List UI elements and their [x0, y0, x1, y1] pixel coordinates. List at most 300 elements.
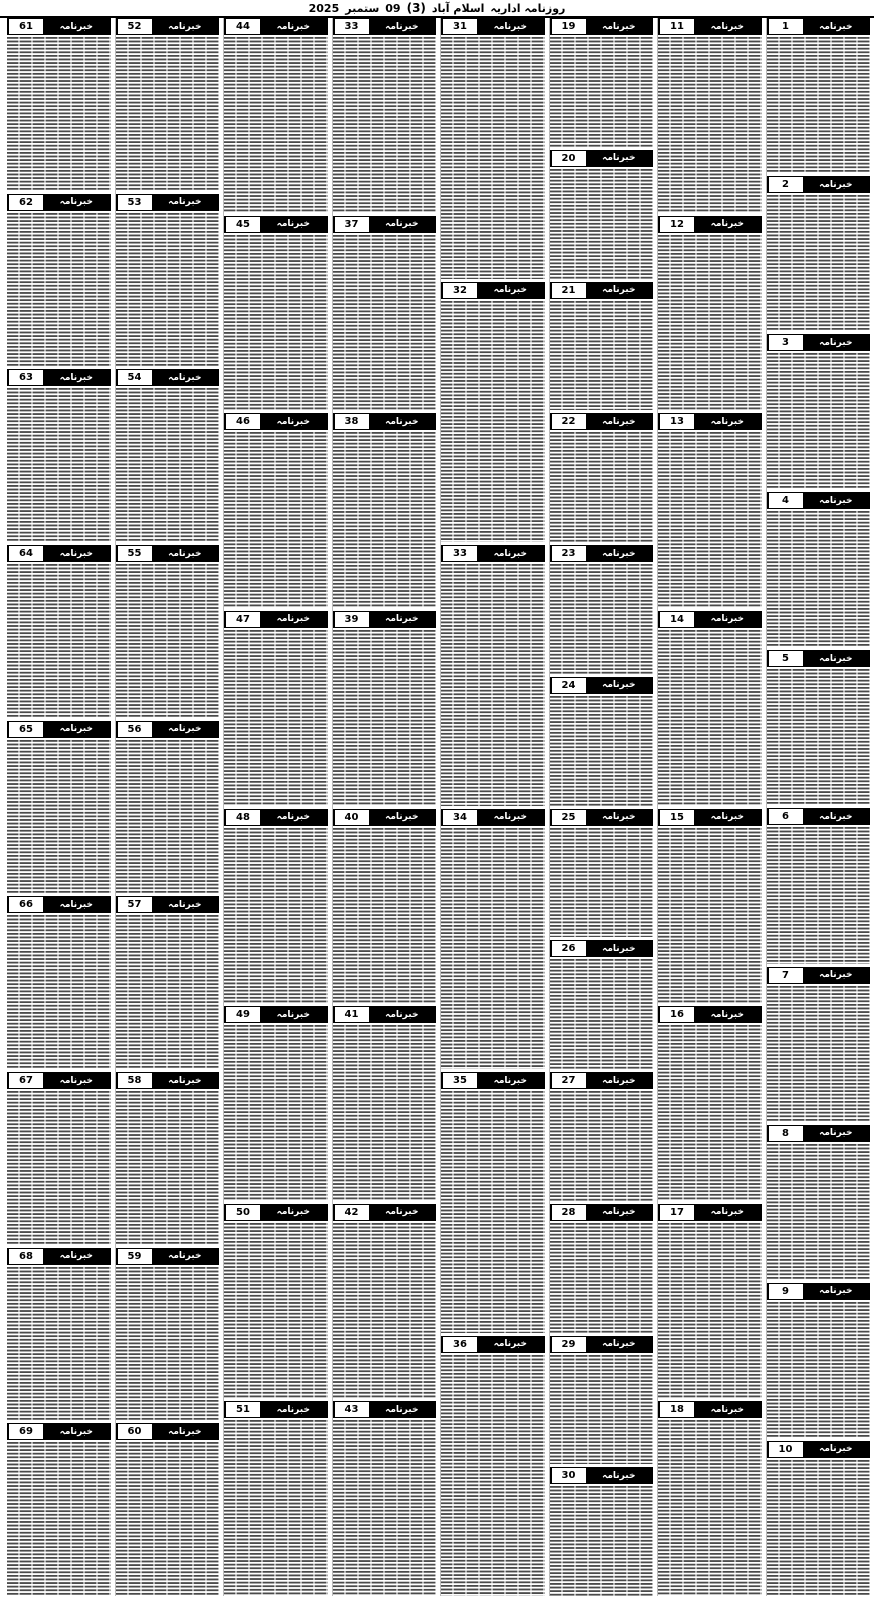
brief-header [441, 282, 545, 299]
brief-header [224, 611, 328, 628]
brief-number: 37 [334, 217, 369, 232]
brief-header [116, 545, 220, 562]
news-brief [7, 896, 111, 1069]
brief-body-text [7, 37, 111, 191]
news-brief [116, 1248, 220, 1421]
brief-body-text [767, 827, 871, 963]
brief-number: 1 [768, 19, 803, 34]
news-column [440, 18, 545, 1596]
news-brief [224, 216, 328, 411]
brief-body-text [116, 388, 220, 542]
news-brief [7, 1423, 111, 1596]
brief-header [224, 216, 328, 233]
news-brief [441, 545, 545, 806]
brief-label: خبرنامہ [803, 968, 870, 983]
brief-label: خبرنامہ [260, 1402, 327, 1417]
brief-number: 33 [334, 19, 369, 34]
brief-label: خبرنامہ [260, 1007, 327, 1022]
city-name: اسلام آباد [431, 1, 485, 15]
brief-number: 40 [334, 810, 369, 825]
news-brief [767, 1125, 871, 1280]
brief-number: 39 [334, 612, 369, 627]
brief-label: خبرنامہ [152, 19, 219, 34]
brief-header [550, 1336, 654, 1353]
news-brief [441, 1072, 545, 1333]
news-brief [116, 896, 220, 1069]
brief-label: خبرنامہ [260, 612, 327, 627]
brief-number: 50 [225, 1205, 260, 1220]
brief-number: 55 [117, 546, 152, 561]
brief-body-text [7, 1267, 111, 1421]
brief-body-text [767, 195, 871, 331]
brief-number: 11 [659, 19, 694, 34]
news-brief [116, 721, 220, 894]
brief-body-text [7, 915, 111, 1069]
brief-header [767, 492, 871, 509]
brief-body-text [116, 37, 220, 191]
brief-number: 47 [225, 612, 260, 627]
brief-label: خبرنامہ [43, 1073, 110, 1088]
brief-label: خبرنامہ [803, 1126, 870, 1141]
brief-header [441, 18, 545, 35]
brief-label: خبرنامہ [43, 19, 110, 34]
brief-body-text [658, 1025, 762, 1201]
brief-number: 45 [225, 217, 260, 232]
brief-header [767, 176, 871, 193]
brief-header [224, 413, 328, 430]
brief-body-text [224, 1025, 328, 1201]
brief-label: خبرنامہ [803, 1442, 870, 1457]
news-brief [116, 1423, 220, 1596]
news-brief [658, 1204, 762, 1399]
brief-number: 38 [334, 414, 369, 429]
brief-number: 21 [551, 283, 586, 298]
brief-number: 29 [551, 1337, 586, 1352]
brief-body-text [550, 37, 654, 147]
brief-label: خبرنامہ [260, 217, 327, 232]
brief-number: 35 [442, 1073, 477, 1088]
brief-header [7, 1423, 111, 1440]
brief-header [550, 677, 654, 694]
brief-header [658, 1006, 762, 1023]
brief-body-text [441, 564, 545, 806]
brief-label: خبرنامہ [586, 1468, 653, 1483]
brief-body-text [333, 1025, 437, 1201]
brief-body-text [767, 986, 871, 1122]
brief-header [7, 194, 111, 211]
brief-label: خبرنامہ [43, 897, 110, 912]
brief-header [224, 1006, 328, 1023]
brief-body-text [224, 37, 328, 213]
brief-header [116, 721, 220, 738]
brief-label: خبرنامہ [43, 546, 110, 561]
news-brief [767, 334, 871, 489]
news-column [549, 18, 654, 1596]
news-brief [767, 1283, 871, 1438]
brief-number: 60 [117, 1424, 152, 1439]
brief-body-text [550, 959, 654, 1069]
brief-header [116, 1072, 220, 1089]
brief-body-text [767, 669, 871, 805]
brief-number: 18 [659, 1402, 694, 1417]
brief-label: خبرنامہ [152, 722, 219, 737]
brief-number: 59 [117, 1249, 152, 1264]
brief-header [550, 150, 654, 167]
brief-body-text [767, 511, 871, 647]
brief-label: خبرنامہ [477, 810, 544, 825]
brief-header [550, 545, 654, 562]
brief-body-text [550, 564, 654, 674]
news-brief [767, 808, 871, 963]
brief-body-text [441, 1091, 545, 1333]
brief-number: 15 [659, 810, 694, 825]
brief-body-text [116, 1442, 220, 1596]
date-year: 2025 [308, 1, 340, 15]
news-brief [550, 282, 654, 411]
brief-number: 56 [117, 722, 152, 737]
brief-header [7, 545, 111, 562]
brief-number: 9 [768, 1284, 803, 1299]
brief-label: خبرنامہ [586, 283, 653, 298]
brief-body-text [7, 1091, 111, 1245]
news-column [115, 18, 220, 1596]
brief-number: 24 [551, 678, 586, 693]
news-brief [550, 545, 654, 674]
brief-body-text [333, 432, 437, 608]
brief-number: 7 [768, 968, 803, 983]
news-brief [441, 18, 545, 279]
brief-number: 22 [551, 414, 586, 429]
brief-body-text [7, 1442, 111, 1596]
news-brief [224, 809, 328, 1004]
brief-label: خبرنامہ [586, 1337, 653, 1352]
news-brief [333, 611, 437, 806]
brief-label: خبرنامہ [369, 1402, 436, 1417]
masthead [0, 0, 874, 18]
brief-body-text [441, 301, 545, 543]
brief-label: خبرنامہ [152, 1073, 219, 1088]
brief-header [767, 650, 871, 667]
brief-header [441, 809, 545, 826]
brief-header [658, 1401, 762, 1418]
brief-label: خبرنامہ [477, 283, 544, 298]
brief-label: خبرنامہ [586, 678, 653, 693]
brief-header [767, 18, 871, 35]
brief-body-text [767, 1144, 871, 1280]
date-day: 09 [385, 1, 401, 15]
brief-body-text [767, 37, 871, 173]
brief-label: خبرنامہ [803, 19, 870, 34]
brief-body-text [333, 1420, 437, 1596]
brief-number: 58 [117, 1073, 152, 1088]
brief-number: 6 [768, 809, 803, 824]
brief-number: 32 [442, 283, 477, 298]
brief-label: خبرنامہ [694, 1205, 761, 1220]
brief-number: 12 [659, 217, 694, 232]
brief-body-text [550, 828, 654, 938]
brief-label: خبرنامہ [586, 151, 653, 166]
brief-label: خبرنامہ [152, 1249, 219, 1264]
news-brief [224, 413, 328, 608]
brief-number: 52 [117, 19, 152, 34]
brief-label: خبرنامہ [43, 370, 110, 385]
brief-header [7, 18, 111, 35]
brief-body-text [767, 1460, 871, 1596]
news-brief [224, 1006, 328, 1201]
brief-label: خبرنامہ [369, 414, 436, 429]
brief-header [333, 1401, 437, 1418]
brief-label: خبرنامہ [260, 1205, 327, 1220]
brief-header [550, 809, 654, 826]
brief-label: خبرنامہ [803, 809, 870, 824]
brief-header [7, 1248, 111, 1265]
news-brief [550, 1467, 654, 1596]
brief-number: 43 [334, 1402, 369, 1417]
brief-label: خبرنامہ [694, 19, 761, 34]
news-brief [7, 194, 111, 367]
brief-header [550, 18, 654, 35]
news-brief [333, 216, 437, 411]
brief-body-text [224, 235, 328, 411]
brief-label: خبرنامہ [369, 810, 436, 825]
brief-header [7, 896, 111, 913]
brief-label: خبرنامہ [369, 217, 436, 232]
news-brief [116, 18, 220, 191]
brief-header [116, 194, 220, 211]
brief-header [116, 896, 220, 913]
brief-label: خبرنامہ [803, 1284, 870, 1299]
news-brief [658, 18, 762, 213]
brief-body-text [116, 564, 220, 718]
news-brief [767, 492, 871, 647]
brief-number: 66 [8, 897, 43, 912]
brief-label: خبرنامہ [803, 651, 870, 666]
brief-header [658, 809, 762, 826]
brief-label: خبرنامہ [803, 335, 870, 350]
brief-number: 68 [8, 1249, 43, 1264]
brief-label: خبرنامہ [43, 722, 110, 737]
newspaper-page [4, 18, 870, 1596]
brief-label: خبرنامہ [43, 195, 110, 210]
brief-label: خبرنامہ [152, 546, 219, 561]
brief-body-text [7, 213, 111, 367]
brief-label: خبرنامہ [586, 414, 653, 429]
news-brief [333, 1401, 437, 1596]
news-brief [7, 545, 111, 718]
brief-header [116, 18, 220, 35]
brief-header [550, 413, 654, 430]
brief-header [224, 1204, 328, 1221]
brief-body-text [116, 213, 220, 367]
brief-header [224, 18, 328, 35]
brief-label: خبرنامہ [586, 1205, 653, 1220]
page-number: (3) [406, 1, 426, 15]
brief-number: 31 [442, 19, 477, 34]
brief-label: خبرنامہ [803, 177, 870, 192]
brief-header [550, 1072, 654, 1089]
brief-label: خبرنامہ [369, 612, 436, 627]
brief-header [550, 940, 654, 957]
brief-header [333, 1204, 437, 1221]
news-brief [116, 369, 220, 542]
brief-body-text [333, 828, 437, 1004]
news-brief [116, 1072, 220, 1245]
brief-label: خبرنامہ [694, 810, 761, 825]
brief-header [333, 216, 437, 233]
brief-header [658, 1204, 762, 1221]
news-brief [333, 809, 437, 1004]
brief-number: 36 [442, 1337, 477, 1352]
news-brief [767, 18, 871, 173]
brief-number: 63 [8, 370, 43, 385]
news-brief [441, 809, 545, 1070]
brief-header [550, 282, 654, 299]
brief-body-text [224, 630, 328, 806]
brief-body-text [333, 235, 437, 411]
brief-header [333, 413, 437, 430]
news-brief [333, 18, 437, 213]
brief-number: 16 [659, 1007, 694, 1022]
brief-header [116, 1423, 220, 1440]
brief-body-text [7, 564, 111, 718]
brief-label: خبرنامہ [803, 493, 870, 508]
brief-number: 28 [551, 1205, 586, 1220]
brief-body-text [550, 1091, 654, 1201]
brief-label: خبرنامہ [152, 370, 219, 385]
brief-header [224, 1401, 328, 1418]
news-brief [658, 1006, 762, 1201]
brief-body-text [550, 1223, 654, 1333]
news-brief [658, 611, 762, 806]
brief-label: خبرنامہ [369, 1007, 436, 1022]
brief-number: 69 [8, 1424, 43, 1439]
news-brief [224, 611, 328, 806]
news-brief [550, 1072, 654, 1201]
brief-body-text [550, 1355, 654, 1465]
news-column [657, 18, 762, 1596]
brief-number: 20 [551, 151, 586, 166]
brief-header [333, 1006, 437, 1023]
brief-header [658, 18, 762, 35]
brief-number: 44 [225, 19, 260, 34]
brief-body-text [441, 1355, 545, 1597]
brief-header [767, 967, 871, 984]
news-brief [333, 1204, 437, 1399]
news-brief [550, 940, 654, 1069]
brief-body-text [116, 1267, 220, 1421]
brief-number: 3 [768, 335, 803, 350]
news-brief [7, 369, 111, 542]
brief-header [550, 1467, 654, 1484]
brief-body-text [767, 1302, 871, 1438]
brief-body-text [550, 432, 654, 542]
brief-number: 41 [334, 1007, 369, 1022]
brief-header [7, 369, 111, 386]
news-brief [658, 413, 762, 608]
news-brief [550, 1336, 654, 1465]
news-brief [658, 809, 762, 1004]
brief-label: خبرنامہ [152, 195, 219, 210]
news-brief [550, 150, 654, 279]
brief-header [116, 369, 220, 386]
brief-body-text [224, 1223, 328, 1399]
brief-body-text [116, 915, 220, 1069]
brief-body-text [224, 828, 328, 1004]
brief-label: خبرنامہ [260, 414, 327, 429]
news-brief [7, 721, 111, 894]
brief-label: خبرنامہ [477, 19, 544, 34]
brief-number: 67 [8, 1073, 43, 1088]
brief-number: 25 [551, 810, 586, 825]
brief-header [767, 334, 871, 351]
news-brief [550, 1204, 654, 1333]
brief-number: 27 [551, 1073, 586, 1088]
brief-header [767, 1441, 871, 1458]
brief-number: 14 [659, 612, 694, 627]
brief-body-text [550, 696, 654, 806]
news-brief [767, 967, 871, 1122]
brief-label: خبرنامہ [694, 217, 761, 232]
brief-header [7, 1072, 111, 1089]
news-brief [441, 282, 545, 543]
brief-label: خبرنامہ [586, 546, 653, 561]
brief-body-text [550, 1486, 654, 1596]
brief-body-text [658, 1420, 762, 1596]
brief-label: خبرنامہ [43, 1424, 110, 1439]
brief-number: 53 [117, 195, 152, 210]
news-brief [116, 545, 220, 718]
brief-label: خبرنامہ [586, 810, 653, 825]
brief-body-text [658, 235, 762, 411]
brief-header [550, 1204, 654, 1221]
news-brief [333, 1006, 437, 1201]
brief-number: 33 [442, 546, 477, 561]
news-brief [767, 176, 871, 331]
brief-number: 30 [551, 1468, 586, 1483]
date-month: ستمبر [345, 1, 380, 15]
news-brief [550, 809, 654, 938]
news-brief [224, 18, 328, 213]
brief-number: 2 [768, 177, 803, 192]
brief-number: 57 [117, 897, 152, 912]
news-brief [550, 18, 654, 147]
brief-label: خبرنامہ [260, 810, 327, 825]
brief-header [767, 1125, 871, 1142]
brief-body-text [7, 740, 111, 894]
news-column [7, 18, 111, 1596]
brief-number: 64 [8, 546, 43, 561]
brief-label: خبرنامہ [369, 19, 436, 34]
brief-body-text [658, 828, 762, 1004]
brief-label: خبرنامہ [586, 1073, 653, 1088]
brief-header [441, 545, 545, 562]
brief-body-text [550, 169, 654, 279]
brief-header [333, 611, 437, 628]
brief-number: 62 [8, 195, 43, 210]
brief-number: 10 [768, 1442, 803, 1457]
brief-number: 13 [659, 414, 694, 429]
brief-number: 34 [442, 810, 477, 825]
brief-number: 19 [551, 19, 586, 34]
brief-header [658, 611, 762, 628]
paper-name: روزنامہ اداریہ [490, 1, 566, 15]
brief-body-text [7, 388, 111, 542]
brief-header [333, 809, 437, 826]
brief-body-text [550, 301, 654, 411]
brief-label: خبرنامہ [694, 1402, 761, 1417]
brief-body-text [224, 432, 328, 608]
news-brief [333, 413, 437, 608]
